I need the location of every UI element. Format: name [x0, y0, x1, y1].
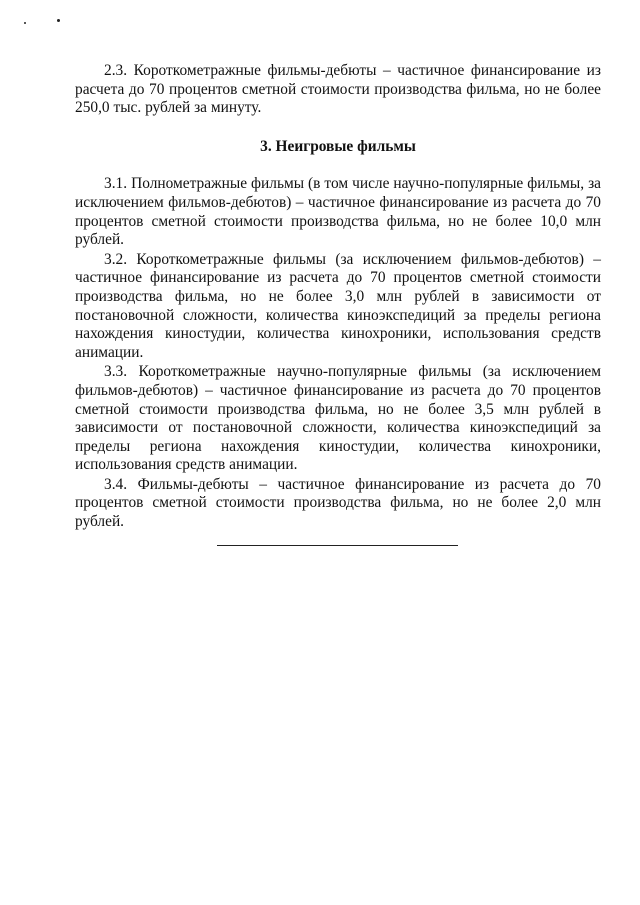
end-divider-line	[217, 545, 458, 546]
scan-artifact-dot	[24, 22, 26, 24]
paragraph-3-1: 3.1. Полнометражные фильмы (в том числе научно-популярные фильмы, за исключением фильмов-дебютов) – частичное финансирование из расчета до 70 процентов сметной стоимости производства фильма, но не более 10,0 млн рублей.	[75, 175, 601, 249]
paragraph-3-3: 3.3. Короткометражные научно-популярные фильмы (за исключением фильмов-дебютов) – частичное финансирование из расчета до 70 процентов сметной стоимости производства фильма, но не более 3,5 млн рублей в зависимости от постановочной сложности, количества киноэкспедиций за пределы региона нахождения киностудии, количества кинохроники, использования средств анимации.	[75, 363, 601, 474]
paragraph-3-4: 3.4. Фильмы-дебюты – частичное финансирование из расчета до 70 процентов сметной стоимости производства фильма, но не более 2,0 млн рублей.	[75, 475, 601, 531]
paragraph-2-3: 2.3. Короткометражные фильмы-дебюты – частичное финансирование из расчета до 70 процентов сметной стоимости производства фильма, но не более 250,0 тыс. рублей за минуту.	[75, 62, 601, 117]
section-3-title: 3. Неигровые фильмы	[260, 137, 416, 155]
paragraph-3-2: 3.2. Короткометражные фильмы (за исключением фильмов-дебютов) – частичное финансирование из расчета до 70 процентов сметной стоимости производства фильма, но не более 3,0 млн рублей в зависимости от постановочной сложности, количества киноэкспедиций за пределы региона нахождения киностудии, количества кинохроники, использования средств анимации.	[75, 250, 601, 361]
scan-artifact-dot	[57, 19, 60, 22]
document-body	[75, 62, 601, 532]
